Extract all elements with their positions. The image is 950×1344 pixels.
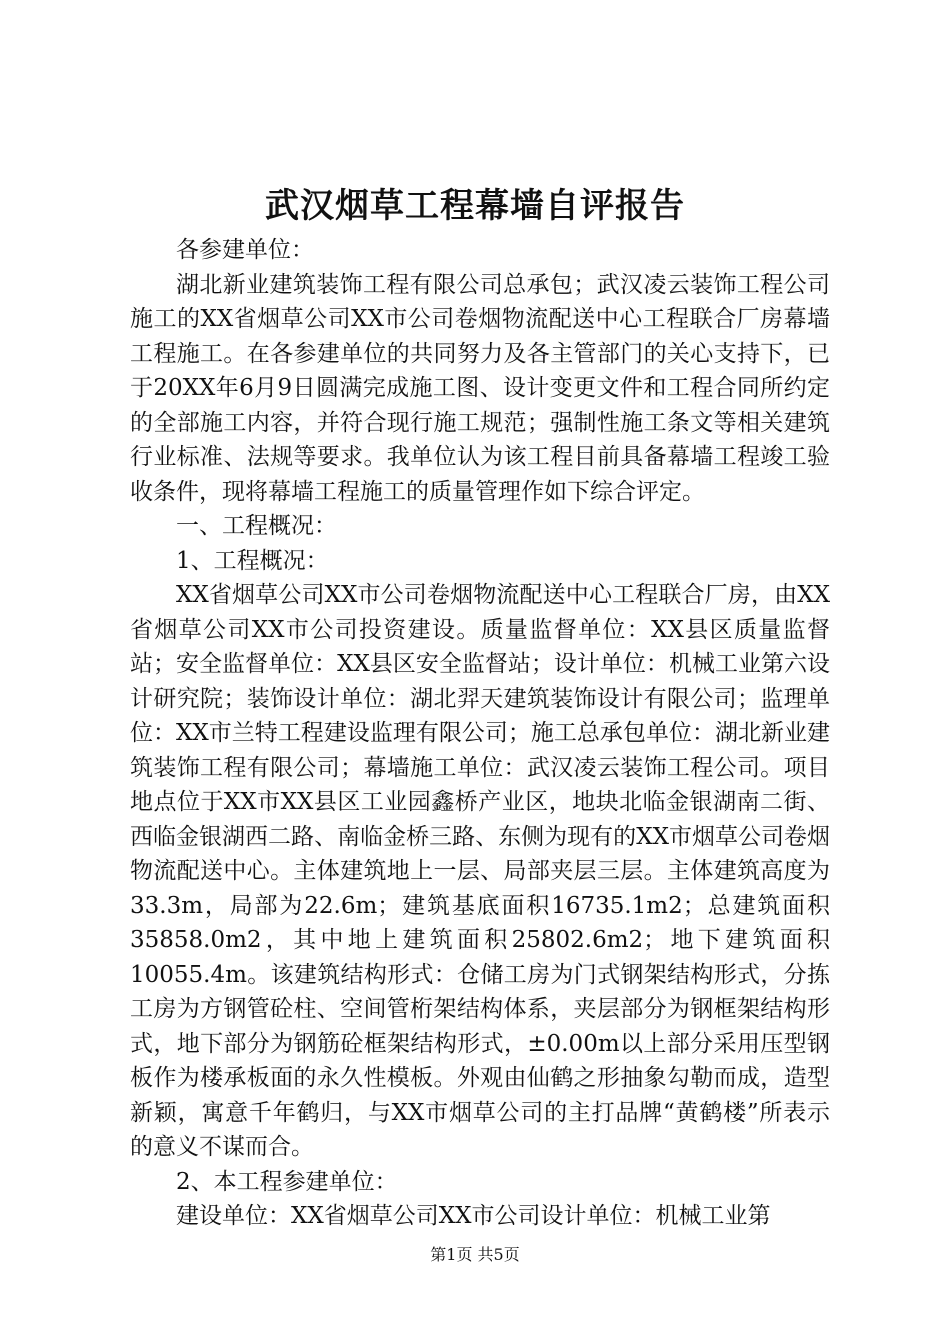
salutation: 各参建单位：: [176, 237, 314, 263]
page-number: 第1页 共5页: [430, 1245, 520, 1264]
section-heading-overview: 一、工程概况：: [176, 513, 337, 539]
overview-paragraph: XX省烟草公司XX市公司卷烟物流配送中心工程联合厂房，由XX省烟草公司XX市公司投资建设。质量监督单位：XX县区质量监督站；安全监督单位：XX县区安全监督站；设计单位：机械工业第六设计研究院；装饰设计单位：湖北羿天建筑装饰设计有限公司；监理单位：XX市兰特工程建设监理有限公司；施工总承包单位：湖北新业建筑装饰工程有限公司；幕墙施工单位：武汉凌云装饰工程公司。项目地点位于XX市XX县区工业园鑫桥产业区，地块北临金银湖南二街、西临金银湖西二路、南临金桥三路、东侧为现有的XX市烟草公司卷烟物流配送中心。主体建筑地上一层、局部夹层三层。主体建筑高度为33.3m，局部为22.6m；建筑基底面积16735.1m2；总建筑面积35858.0m2，其中地上建筑面积25802.6m2；地下建筑面积10055.4m。该建筑结构形式：仓储工房为门式钢架结构形式，分拣工房为方钢管砼柱、空间管桁架结构体系，夹层部分为钢框架结构形式，地下部分为钢筋砼框架结构形式，±0.00m以上部分采用压型钢板作为楼承板面的永久性模板。外观由仙鹤之形抽象勾勒而成，造型新颖，寓意千年鹤归，与XX市烟草公司的主打品牌“黄鹤楼”所表示的意义不谋而合。: [130, 582, 830, 1160]
subsection-heading-participants: 2、本工程参建单位：: [176, 1168, 398, 1195]
intro-paragraph: 湖北新业建筑装饰工程有限公司总承包；武汉凌云装饰工程公司施工的XX省烟草公司XX市公司卷烟物流配送中心工程联合厂房幕墙工程施工。在各参建单位的共同努力及各主管部门的关心支持下，已于20XX年6月9日圆满完成施工图、设计变更文件和工程合同所约定的全部施工内容，并符合现行施工规范；强制性施工条文等相关建筑行业标准、法规等要求。我单位认为该工程目前具备幕墙工程竣工验收条件，现将幕墙工程施工的质量管理作如下综合评定。: [130, 271, 830, 505]
document-body: [130, 233, 830, 1234]
participants-paragraph: 建设单位：XX省烟草公司XX市公司设计单位：机械工业第: [176, 1203, 771, 1229]
document-title: 武汉烟草工程幕墙自评报告: [265, 186, 685, 226]
subsection-heading-overview: 1、工程概况：: [176, 547, 329, 574]
